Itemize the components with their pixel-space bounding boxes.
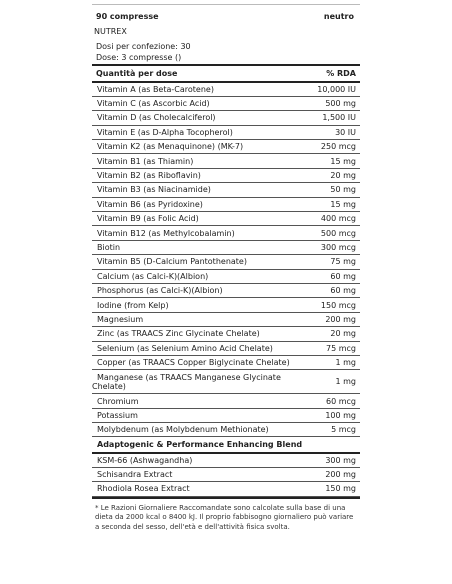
nutrient-name: Copper (as TRAACS Copper Biglycinate Chelate): [92, 355, 300, 369]
table-row: [92, 341, 360, 355]
col-value-header: % RDA: [300, 66, 360, 82]
nutrient-name: Zinc (as TRAACS Zinc Glycinate Chelate): [92, 327, 300, 341]
flavor: neutro: [323, 12, 354, 21]
nutrient-name: Vitamin B9 (as Folic Acid): [92, 212, 300, 226]
nutrient-name: Potassium: [92, 408, 300, 422]
table-row: [92, 183, 360, 197]
table-row: [92, 370, 360, 394]
table-row: [92, 82, 360, 96]
nutrient-amount: 60 mg: [300, 283, 360, 297]
nutrition-label: [92, 0, 360, 532]
table-row: [92, 125, 360, 139]
nutrient-amount: 75 mg: [300, 255, 360, 269]
nutrient-amount: 1 mg: [300, 355, 360, 369]
table-row: [92, 283, 360, 297]
servings-per-container: Dosi per confezione: 30: [96, 42, 191, 51]
nutrient-amount: 15 mg: [300, 197, 360, 211]
table-row: [92, 212, 360, 226]
table-row: [92, 327, 360, 341]
nutrient-name: Vitamin B3 (as Niacinamide): [92, 183, 300, 197]
nutrient-name: Biotin: [92, 240, 300, 254]
header-rule: [92, 64, 360, 66]
nutrient-name: Vitamin B1 (as Thiamin): [92, 154, 300, 168]
table-row: [92, 312, 360, 326]
brand: NUTREX: [94, 27, 127, 36]
label-header: [92, 0, 360, 66]
table-row: [92, 226, 360, 240]
nutrient-name: Vitamin E (as D-Alpha Tocopherol): [92, 125, 300, 139]
section-header: [92, 437, 360, 453]
nutrient-name: Vitamin B12 (as Methylcobalamin): [92, 226, 300, 240]
nutrient-name: Vitamin B6 (as Pyridoxine): [92, 197, 300, 211]
nutrient-table: [92, 66, 360, 497]
nutrient-name: Vitamin B5 (D-Calcium Pantothenate): [92, 255, 300, 269]
nutrient-name: Vitamin D (as Cholecalciferol): [92, 111, 300, 125]
nutrient-amount: 500 mcg: [300, 226, 360, 240]
table-row: [92, 240, 360, 254]
nutrient-amount: 15 mg: [300, 154, 360, 168]
nutrient-name: Schisandra Extract: [92, 467, 300, 481]
table-row: [92, 408, 360, 422]
nutrient-name: KSM-66 (Ashwagandha): [92, 453, 300, 467]
nutrient-amount: 150 mg: [300, 482, 360, 496]
nutrient-name: Vitamin K2 (as Menaquinone) (MK-7): [92, 140, 300, 154]
nutrient-name: Manganese (as TRAACS Manganese Glycinate Chelate): [92, 370, 300, 394]
table-header: [92, 66, 360, 82]
nutrient-amount: 75 mcg: [300, 341, 360, 355]
table-row: [92, 96, 360, 110]
nutrient-amount: 150 mcg: [300, 298, 360, 312]
nutrient-amount: 10,000 IU: [300, 82, 360, 96]
nutrient-name: Chromium: [92, 394, 300, 408]
nutrient-name: Vitamin A (as Beta-Carotene): [92, 82, 300, 96]
nutrient-amount: 60 mcg: [300, 394, 360, 408]
footnote: * Le Razioni Giornaliere Raccomandate sono calcolate sulla base di una dieta da 2000 kcal o 8400 kJ. Il proprio fabbisogno giornaliero può variare a seconda del sesso, dell'età e dell'attività fisica svolta.: [92, 497, 360, 533]
nutrient-amount: 50 mg: [300, 183, 360, 197]
table-row: [92, 269, 360, 283]
table-row: [92, 467, 360, 481]
nutrient-amount: 1,500 IU: [300, 111, 360, 125]
nutrient-amount: 300 mcg: [300, 240, 360, 254]
col-name-header: Quantità per dose: [92, 66, 300, 82]
table-row: [92, 255, 360, 269]
nutrient-name: Selenium (as Selenium Amino Acid Chelate): [92, 341, 300, 355]
nutrient-amount: 100 mg: [300, 408, 360, 422]
nutrient-amount: 5 mcg: [300, 423, 360, 437]
table-row: [92, 453, 360, 467]
nutrient-amount: 60 mg: [300, 269, 360, 283]
nutrient-name: Vitamin C (as Ascorbic Acid): [92, 96, 300, 110]
top-rule: [92, 4, 360, 5]
nutrient-name: Vitamin B2 (as Riboflavin): [92, 168, 300, 182]
table-row: [92, 197, 360, 211]
section-title: Adaptogenic & Performance Enhancing Blend: [92, 437, 360, 453]
table-row: [92, 298, 360, 312]
nutrient-amount: 20 mg: [300, 327, 360, 341]
nutrient-amount: 500 mg: [300, 96, 360, 110]
nutrient-name: Iodine (from Kelp): [92, 298, 300, 312]
nutrient-amount: 1 mg: [300, 370, 360, 394]
nutrient-amount: 400 mcg: [300, 212, 360, 226]
table-row: [92, 423, 360, 437]
nutrient-amount: 200 mg: [300, 467, 360, 481]
nutrient-name: Calcium (as Calci-K)(Albion): [92, 269, 300, 283]
tablet-count: 90 compresse: [96, 12, 159, 21]
table-row: [92, 154, 360, 168]
nutrient-name: Rhodiola Rosea Extract: [92, 482, 300, 496]
table-row: [92, 168, 360, 182]
nutrient-amount: 20 mg: [300, 168, 360, 182]
table-row: [92, 394, 360, 408]
nutrient-name: Phosphorus (as Calci-K)(Albion): [92, 283, 300, 297]
table-row: [92, 111, 360, 125]
nutrient-name: Molybdenum (as Molybdenum Methionate): [92, 423, 300, 437]
table-row: [92, 482, 360, 496]
serving-size: Dose: 3 compresse (): [96, 53, 182, 62]
nutrient-amount: 30 IU: [300, 125, 360, 139]
table-row: [92, 140, 360, 154]
nutrient-amount: 250 mcg: [300, 140, 360, 154]
nutrient-amount: 200 mg: [300, 312, 360, 326]
nutrient-name: Magnesium: [92, 312, 300, 326]
table-row: [92, 355, 360, 369]
nutrient-amount: 300 mg: [300, 453, 360, 467]
